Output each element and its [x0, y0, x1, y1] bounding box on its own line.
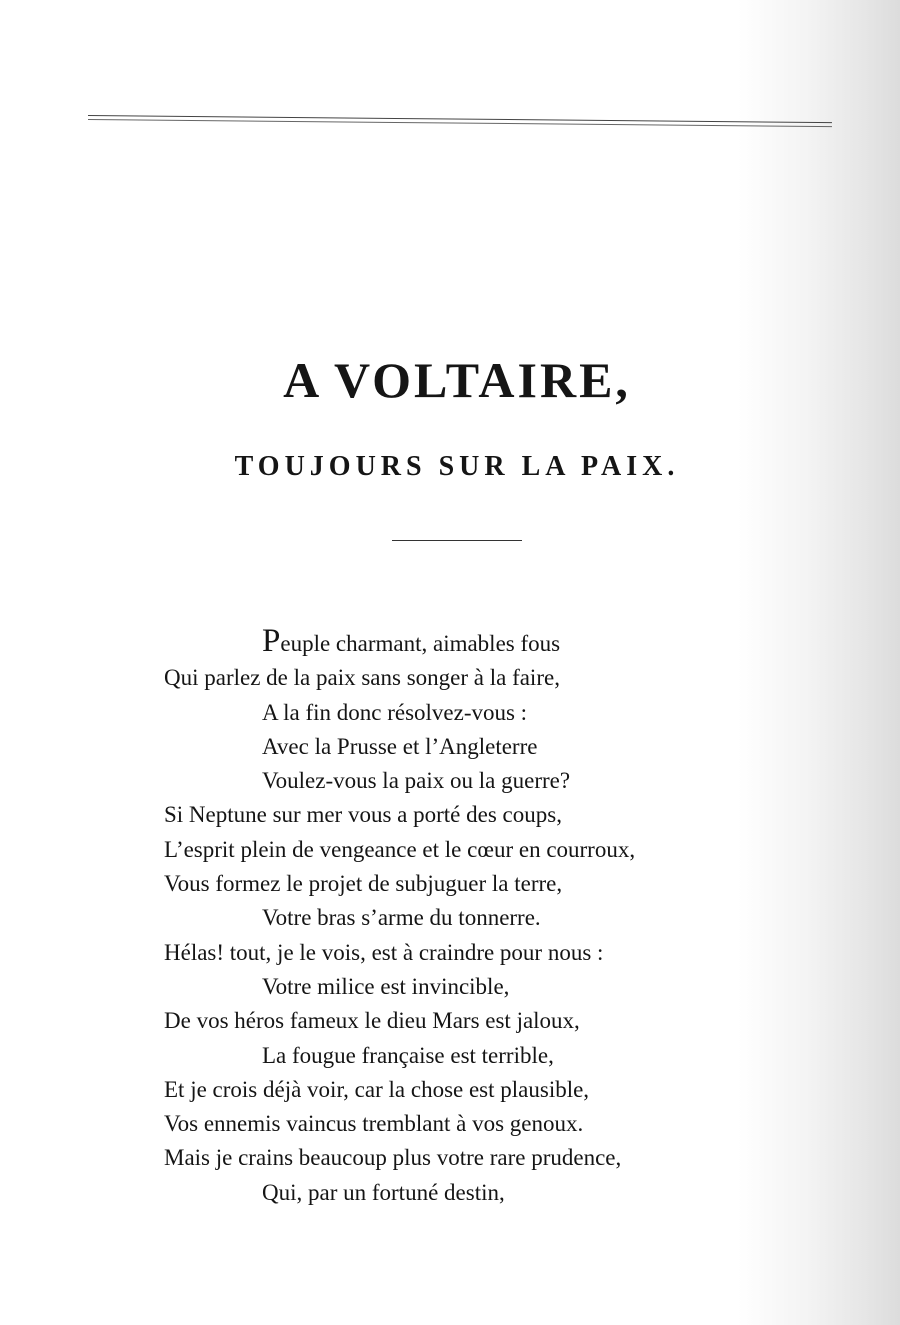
poem-line: Avec la Prusse et l’Angleterre [262, 733, 538, 759]
poem-line: L’esprit plein de vengeance et le cœur en courroux, [164, 836, 636, 862]
poem-line: Qui, par un fortuné destin, [262, 1179, 505, 1205]
poem-title: A VOLTAIRE, [283, 352, 631, 408]
poem-subtitle: TOUJOURS SUR LA PAIX. [234, 451, 680, 482]
poem-line: Qui parlez de la paix sans songer à la faire, [164, 665, 560, 691]
poem-line: A la fin donc résolvez-vous : [262, 699, 528, 725]
poem-line: Mais je crains beaucoup plus votre rare prudence, [164, 1145, 622, 1171]
initial-capital: P [262, 623, 281, 659]
poem-line [164, 624, 804, 661]
poem-line: Votre bras s’arme du tonnerre. [262, 905, 541, 931]
poem-line: De vos héros fameux le dieu Mars est jaloux, [164, 1008, 580, 1034]
poem-line: Vous formez le projet de subjuguer la terre, [164, 871, 563, 897]
poem-line: Votre milice est invincible, [262, 973, 510, 999]
poem-line-text: euple charmant, aimables fous [280, 631, 561, 656]
poem-line: Vos ennemis vaincus tremblant à vos genoux. [164, 1111, 584, 1137]
poem-line: La fougue française est terrible, [262, 1042, 554, 1068]
poem-body [164, 624, 804, 1210]
poem-line: Si Neptune sur mer vous a porté des coups, [164, 802, 562, 828]
poem-line: Hélas! tout, je le vois, est à craindre pour nous : [164, 939, 604, 965]
poem-line: Voulez-vous la paix ou la guerre? [262, 768, 571, 794]
poem-line: Et je crois déjà voir, car la chose est plausible, [164, 1076, 590, 1102]
title-divider [392, 540, 522, 541]
